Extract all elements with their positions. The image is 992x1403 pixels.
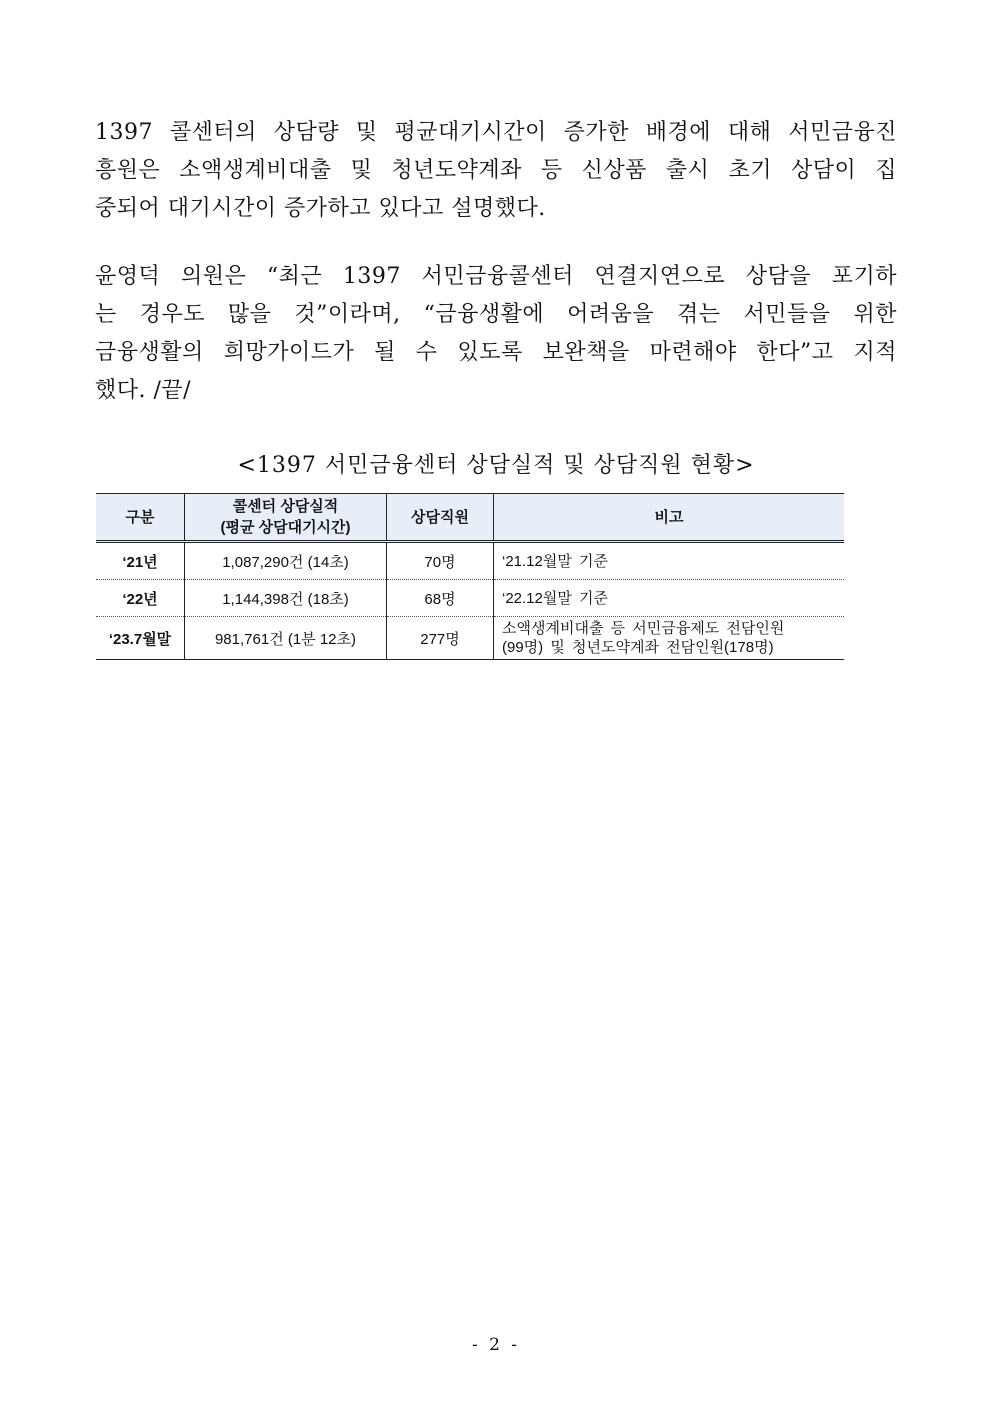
- cell-performance: 1,144,398건 (18초): [185, 580, 387, 617]
- table-title: <1397 서민금융센터 상담실적 및 상담직원 현황>: [237, 453, 755, 478]
- header-performance-line1: 콜센터 상담실적: [232, 498, 339, 515]
- cell-note-line1: ‘22.12월말 기준: [502, 589, 608, 607]
- paragraph-line: 는 경우도 많을 것”이라며, “금융생활에 어려움을 겪는 서민들을 위한: [95, 302, 897, 327]
- cell-note-line1: ‘21.12월말 기준: [502, 552, 608, 570]
- cell-performance: 1,087,290건 (14초): [185, 542, 387, 580]
- header-note: 비고: [494, 494, 845, 542]
- cell-note-line2: (99명) 및 청년도약계좌 전담인원(178명): [502, 639, 774, 656]
- cell-note: [494, 580, 845, 617]
- cell-note-line1: 소액생계비대출 등 서민금융제도 전담인원: [502, 620, 785, 637]
- paragraph-line: 흥원은 소액생계비대출 및 청년도약계좌 등 신상품 출시 초기 상담이 집: [95, 158, 897, 183]
- table-row: [96, 580, 844, 617]
- paragraph-line: 금융생활의 희망가이드가 될 수 있도록 보완책을 마련해야 한다”고 지적: [95, 340, 897, 365]
- header-staff: 상담직원: [387, 494, 494, 542]
- header-performance: [185, 494, 387, 542]
- cell-period: ‘23.7월말: [96, 617, 185, 660]
- cell-period: ‘21년: [96, 542, 185, 580]
- paragraph-line: 했다. /끝/: [95, 378, 192, 403]
- header-period: 구분: [96, 494, 185, 542]
- cell-staff: 68명: [387, 580, 494, 617]
- table-header-row: [96, 494, 844, 542]
- paragraph-line: 중되어 대기시간이 증가하고 있다고 설명했다.: [95, 196, 546, 221]
- page-number: - 2 -: [471, 1335, 521, 1355]
- cell-performance: 981,761건 (1분 12초): [185, 617, 387, 660]
- cell-period: ‘22년: [96, 580, 185, 617]
- cell-note: [494, 617, 845, 660]
- cell-staff: 277명: [387, 617, 494, 660]
- paragraph-line: 윤영덕 의원은 “최근 1397 서민금융콜센터 연결지연으로 상담을 포기하: [95, 264, 897, 289]
- paragraph-call-center-background: [95, 114, 897, 228]
- cell-note: [494, 542, 845, 580]
- paragraph-lawmaker-remarks: [95, 258, 897, 410]
- cell-staff: 70명: [387, 542, 494, 580]
- consultation-status-table: [96, 493, 844, 660]
- table-row: [96, 542, 844, 580]
- table-row: [96, 617, 844, 660]
- paragraph-line: 1397 콜센터의 상담량 및 평균대기시간이 증가한 배경에 대해 서민금융진: [95, 120, 897, 145]
- header-performance-line2: (평균 상담대기시간): [220, 519, 351, 536]
